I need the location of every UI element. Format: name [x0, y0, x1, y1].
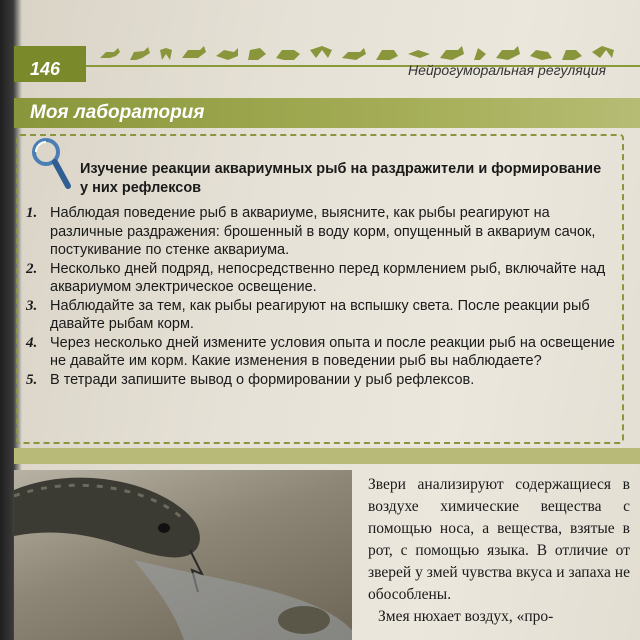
side-paragraph: Звери анализируют содержащиеся в воздухе химические вещества с помощью носа, а вещества, взятые в рот, с помощью языка. В отличие от зверей у змей чувства вкуса и запаха не обособлены.: [368, 476, 630, 603]
side-paragraph: Змея нюхает воздух, «про-: [378, 608, 554, 625]
lab-step: [26, 260, 616, 297]
snake-illustration: [14, 470, 352, 640]
lab-step: [26, 204, 616, 260]
side-text: [368, 474, 630, 628]
step-number: 4.: [26, 334, 38, 351]
step-text: Несколько дней подряд, непосредственно перед кормлением рыб, включайте над аквариумом электрическое освещение.: [50, 260, 606, 295]
section-divider: [14, 448, 640, 464]
step-number: 2.: [26, 260, 38, 277]
lab-steps: [26, 204, 616, 389]
step-number: 1.: [26, 205, 38, 221]
step-text: Через несколько дней измените условия опыта и после реакции рыб на освещение не давайте им корм. Какие изменения в поведении рыб вы наблюдаете?: [50, 334, 615, 369]
magnifier-icon: [30, 136, 76, 192]
step-text: Наблюдайте за тем, как рыбы реагируют на вспышку света. После реакции рыб давайте рыбам корм.: [50, 297, 590, 332]
step-number: 3.: [26, 297, 38, 314]
lab-step: [26, 297, 616, 334]
lab-step: [26, 371, 616, 390]
step-number: 5.: [26, 371, 38, 388]
lab-banner-title: Моя лаборатория: [30, 102, 205, 123]
lab-step: [26, 334, 616, 371]
page-number: 146: [30, 59, 61, 79]
lab-banner: [14, 98, 640, 128]
animal-silhouettes-icon: [96, 44, 616, 64]
running-head: Нейрогуморальная регуляция: [407, 62, 606, 78]
step-text: Наблюдая поведение рыб в аквариуме, выясните, как рыбы реагируют на различные раздражения: брошенный в воду корм, опущенный в аквариум сачок, постукивание по стенке аквариума.: [50, 205, 596, 258]
step-text: В тетради запишите вывод о формировании у рыб рефлексов.: [50, 371, 475, 388]
lab-heading: Изучение реакции аквариумных рыб на раздражители и формирование у них рефлексов: [80, 161, 602, 196]
page-number-box: [14, 46, 86, 82]
snake-photo: [14, 470, 352, 640]
